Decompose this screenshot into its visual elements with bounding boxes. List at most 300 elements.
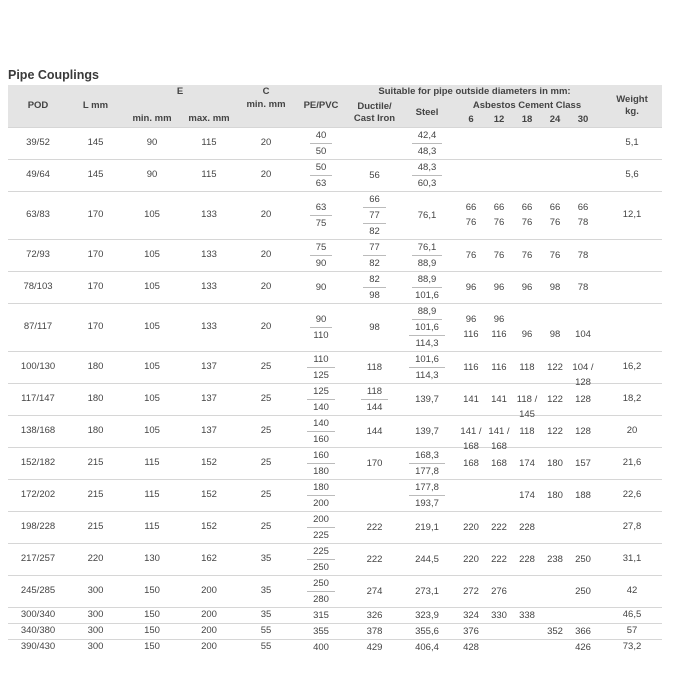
cell-pe-pvc [295, 543, 347, 575]
cell-weight: 46,5 [602, 607, 662, 623]
cell-steel [402, 383, 452, 415]
cell-weight: 20 [602, 415, 662, 447]
cell-e-max: 133 [181, 239, 237, 271]
cell-weight: 73,2 [602, 639, 662, 655]
asbestos-class-value [544, 640, 566, 655]
pe-pvc [295, 448, 347, 479]
cell-c-min: 20 [237, 239, 295, 271]
ductile [347, 552, 402, 567]
cell-asbestos [452, 607, 602, 623]
pe-pvc-value: 63 [310, 200, 333, 216]
cell-pe-pvc [295, 191, 347, 239]
asbestos-class-value: 122 [547, 361, 563, 373]
cell-asbestos [452, 127, 602, 159]
table-row [8, 159, 662, 191]
steel-value: 114,3 [415, 369, 439, 381]
asbestos-class-value [544, 312, 566, 327]
asbestos-class-value: 66 [577, 202, 589, 213]
cell-asbestos [452, 639, 602, 655]
cell-e-max: 133 [181, 191, 237, 239]
pe-pvc [295, 352, 347, 383]
pe-pvc-value: 40 [310, 128, 333, 144]
steel [402, 272, 452, 303]
cell-steel [402, 575, 452, 607]
header-ductile-label: Ductile/ [357, 100, 392, 112]
pe-pvc-value: 50 [315, 145, 327, 157]
cell-e-min: 105 [123, 191, 181, 239]
cell-c-min: 25 [237, 479, 295, 511]
table-row [8, 623, 662, 639]
steel-value: 168,3 [409, 448, 445, 464]
steel [402, 392, 452, 407]
steel-value: 48,3 [412, 160, 443, 176]
cell-weight: 27,8 [602, 511, 662, 543]
ductile [347, 240, 402, 271]
pe-pvc [295, 480, 347, 511]
header-e-max: max. mm [181, 99, 237, 127]
cell-e-min: 90 [123, 159, 181, 191]
cell-length: 170 [68, 191, 123, 239]
cell-steel [402, 303, 452, 351]
pe-pvc-value: 110 [307, 352, 334, 368]
ductile-value: 144 [366, 401, 383, 413]
asbestos-class-value: 78 [577, 249, 589, 261]
header-pe: PE/PVC [295, 85, 347, 127]
asbestos-class-value: 338 [519, 609, 535, 621]
cell-length: 215 [68, 479, 123, 511]
cell-pe-pvc [295, 271, 347, 303]
cell-ductile [347, 447, 402, 479]
cell-e-max: 152 [181, 511, 237, 543]
ductile-value: 98 [369, 289, 380, 301]
pe-pvc [295, 608, 347, 623]
steel-value: 406,4 [415, 641, 439, 653]
cell-steel [402, 623, 452, 639]
cell-pod: 100/130 [8, 351, 68, 383]
asbestos-class-value [572, 608, 594, 623]
cell-steel [402, 511, 452, 543]
table-row [8, 383, 662, 415]
asbestos-class-value: 366 [575, 625, 591, 637]
pe-pvc-value: 400 [313, 641, 329, 653]
cell-weight: 31,1 [602, 543, 662, 575]
steel [402, 584, 452, 599]
cell-pe-pvc [295, 239, 347, 271]
steel [402, 352, 452, 383]
ductile [347, 520, 402, 535]
asbestos-class-value: 76 [521, 217, 533, 228]
cell-e-max: 137 [181, 415, 237, 447]
ductile [347, 584, 402, 599]
cell-c-min: 25 [237, 511, 295, 543]
header-steel: Steel [402, 99, 452, 127]
cell-weight [602, 303, 662, 351]
asbestos-class-value: 228 [519, 553, 535, 565]
cell-ductile [347, 383, 402, 415]
asbestos-class-value: 76 [493, 217, 505, 228]
header-ductile [347, 99, 402, 127]
cell-e-max: 152 [181, 479, 237, 511]
cell-e-min: 105 [123, 383, 181, 415]
pe-pvc-value: 140 [313, 401, 329, 413]
ductile [347, 320, 402, 335]
asbestos-class-value: 118 [519, 425, 535, 437]
table-row [8, 127, 662, 159]
asbestos-class-value: 168 [491, 457, 507, 469]
asbestos-class-value: 66 [549, 202, 561, 213]
steel-value: 177,8 [409, 480, 445, 496]
cell-pe-pvc [295, 383, 347, 415]
cell-weight [602, 271, 662, 303]
steel [402, 608, 452, 623]
steel-value: 219,1 [415, 521, 439, 533]
asbestos-class-value: 98 [549, 329, 561, 340]
pe-pvc [295, 576, 347, 607]
cell-ductile [347, 607, 402, 623]
asbestos-class-value: 174 [519, 489, 535, 501]
pe-pvc [295, 384, 347, 415]
steel-value: 88,9 [412, 304, 443, 320]
asbestos-class-value: 122 [547, 393, 563, 405]
table-row [8, 639, 662, 655]
cell-weight [602, 239, 662, 271]
pe-pvc-value: 225 [313, 529, 329, 541]
asbestos-class-value: 116 [491, 361, 507, 373]
pe-pvc [295, 544, 347, 575]
cell-pe-pvc [295, 511, 347, 543]
asbestos-class-value: 96 [521, 281, 533, 293]
header-cast-iron-label: Cast Iron [353, 112, 396, 124]
cell-steel [402, 447, 452, 479]
asbestos-class-value: 220 [463, 553, 479, 565]
pe-pvc-value: 75 [315, 217, 327, 229]
cell-weight: 42 [602, 575, 662, 607]
ductile-value: 77 [363, 240, 386, 256]
header-weight-label: Weight [616, 93, 648, 105]
cell-e-max: 200 [181, 607, 237, 623]
cell-length: 300 [68, 607, 123, 623]
asbestos-class-value: 168 [463, 457, 479, 469]
table-row [8, 575, 662, 607]
cell-e-min: 150 [123, 639, 181, 655]
table-row [8, 351, 662, 383]
asbestos-class-value: 78 [577, 281, 589, 293]
asbestos-class-value [516, 624, 538, 639]
table-row [8, 303, 662, 351]
cell-pod: 138/168 [8, 415, 68, 447]
cell-c-min: 25 [237, 415, 295, 447]
steel-value: 139,7 [415, 393, 439, 405]
steel-value: 355,6 [415, 625, 439, 637]
cell-weight: 21,6 [602, 447, 662, 479]
cell-e-max: 200 [181, 575, 237, 607]
cell-pod: 49/64 [8, 159, 68, 191]
asbestos-class-value: 76 [549, 249, 561, 261]
asbestos-class-value [516, 640, 538, 655]
steel-value: 88,9 [412, 272, 443, 288]
cell-e-min: 105 [123, 351, 181, 383]
steel [402, 208, 452, 223]
cell-length: 300 [68, 623, 123, 639]
header-classes [452, 113, 602, 127]
steel [402, 624, 452, 639]
asbestos-class-value: 180 [547, 457, 563, 469]
cell-pod: 152/182 [8, 447, 68, 479]
steel [402, 424, 452, 439]
page-title: Pipe Couplings [8, 68, 99, 82]
cell-c-min: 25 [237, 447, 295, 479]
asbestos-class-value: 188 [575, 489, 591, 501]
asbestos-class-value [488, 624, 510, 639]
steel-value: 273,1 [415, 585, 439, 597]
header-class-18: 18 [521, 113, 533, 125]
cell-c-min: 20 [237, 191, 295, 239]
cell-e-max: 133 [181, 303, 237, 351]
steel-value: 101,6 [409, 352, 445, 368]
asbestos-class-value: 128 [575, 425, 591, 437]
pe-pvc-value: 90 [315, 257, 327, 269]
pe-pvc-value: 125 [307, 384, 335, 400]
cell-e-max: 162 [181, 543, 237, 575]
cell-asbestos [452, 159, 602, 191]
steel [402, 304, 452, 351]
cell-steel [402, 543, 452, 575]
steel-value: 101,6 [415, 289, 439, 301]
cell-weight: 5,6 [602, 159, 662, 191]
cell-pod: 340/380 [8, 623, 68, 639]
steel [402, 552, 452, 567]
cell-length: 180 [68, 415, 123, 447]
steel-value: 76,1 [417, 209, 437, 221]
cell-e-max: 137 [181, 351, 237, 383]
ductile [347, 424, 402, 439]
cell-weight: 57 [602, 623, 662, 639]
pe-pvc [295, 312, 347, 343]
steel-value: 60,3 [417, 177, 437, 189]
header-weight-unit: kg. [625, 105, 639, 117]
cell-length: 170 [68, 303, 123, 351]
cell-ductile [347, 479, 402, 511]
header-c-min: min. mm [237, 99, 295, 127]
asbestos-class-value [516, 312, 538, 327]
cell-c-min: 20 [237, 159, 295, 191]
cell-pod: 63/83 [8, 191, 68, 239]
cell-asbestos [452, 623, 602, 639]
ductile-value: 222 [366, 553, 383, 565]
asbestos-class-value: 157 [575, 457, 591, 469]
cell-steel [402, 191, 452, 239]
cell-pe-pvc [295, 351, 347, 383]
cell-length: 300 [68, 639, 123, 655]
steel-value: 244,5 [415, 553, 439, 565]
table-row [8, 447, 662, 479]
cell-length: 170 [68, 239, 123, 271]
steel [402, 448, 452, 479]
cell-asbestos [452, 191, 602, 239]
header-class-30: 30 [577, 113, 589, 125]
asbestos-class-value: 76 [521, 249, 533, 261]
asbestos-class-value: 96 [521, 329, 533, 340]
ductile-value: 82 [363, 272, 386, 288]
asbestos-class-value: 220 [463, 521, 479, 533]
pe-pvc [295, 240, 347, 271]
header-class-12: 12 [493, 113, 505, 125]
pipe-couplings-table [8, 85, 662, 655]
cell-pe-pvc [295, 639, 347, 655]
steel [402, 520, 452, 535]
asbestos-class-value [488, 640, 510, 655]
table-row [8, 607, 662, 623]
asbestos-class-value: 376 [463, 625, 479, 637]
asbestos-class-value: 122 [547, 425, 563, 437]
asbestos-class-value: 96 [465, 281, 477, 293]
asbestos-class-value [516, 584, 538, 599]
cell-e-max: 115 [181, 159, 237, 191]
pe-pvc-value: 355 [313, 625, 329, 637]
ductile [347, 384, 402, 415]
asbestos-class-value [544, 584, 566, 599]
steel-value: 177,8 [415, 465, 439, 477]
cell-ductile [347, 575, 402, 607]
header-weight [602, 85, 662, 127]
pe-pvc-value: 250 [307, 576, 335, 592]
asbestos-class-value: 116 [463, 329, 479, 340]
cell-ductile [347, 271, 402, 303]
cell-e-max: 200 [181, 639, 237, 655]
cell-pe-pvc [295, 575, 347, 607]
steel [402, 128, 452, 159]
steel [402, 240, 452, 271]
asbestos-class-value: 180 [547, 489, 563, 501]
ductile-value: 82 [369, 225, 380, 237]
asbestos-class-value: 272 [463, 585, 479, 597]
cell-pod: 72/93 [8, 239, 68, 271]
cell-weight: 22,6 [602, 479, 662, 511]
table-row [8, 543, 662, 575]
asbestos-class-value: 76 [493, 249, 505, 261]
cell-pe-pvc [295, 447, 347, 479]
cell-ductile [347, 239, 402, 271]
cell-e-min: 90 [123, 127, 181, 159]
cell-steel [402, 159, 452, 191]
cell-ductile [347, 351, 402, 383]
cell-pod: 198/228 [8, 511, 68, 543]
ductile-value: 66 [363, 192, 386, 208]
cell-ductile [347, 127, 402, 159]
cell-length: 215 [68, 511, 123, 543]
cell-e-min: 105 [123, 303, 181, 351]
asbestos-class-value [572, 312, 594, 327]
cell-pod: 245/285 [8, 575, 68, 607]
cell-length: 300 [68, 575, 123, 607]
asbestos-class-value: 96 [493, 281, 505, 293]
ductile-value: 144 [366, 425, 383, 437]
cell-e-min: 150 [123, 575, 181, 607]
asbestos-class-value: 76 [465, 217, 477, 228]
asbestos-class-value: 66 [493, 202, 505, 213]
ductile-value: 98 [369, 321, 380, 333]
cell-length: 220 [68, 543, 123, 575]
asbestos-class-value: 276 [491, 585, 507, 597]
steel [402, 640, 452, 655]
cell-c-min: 20 [237, 271, 295, 303]
asbestos-class-value: 428 [463, 641, 479, 653]
pe-pvc [295, 160, 347, 191]
cell-pod: 117/147 [8, 383, 68, 415]
pe-pvc [295, 624, 347, 639]
cell-c-min: 55 [237, 639, 295, 655]
ductile-value: 77 [363, 208, 386, 224]
asbestos-class-value: 426 [575, 641, 591, 653]
cell-weight: 16,2 [602, 351, 662, 383]
asbestos-class-value: 222 [491, 521, 507, 533]
pe-pvc [295, 416, 347, 447]
ductile [347, 640, 402, 655]
pe-pvc-value: 140 [307, 416, 335, 432]
asbestos-class-value [460, 488, 482, 503]
table-row [8, 191, 662, 239]
ductile-value: 274 [366, 585, 383, 597]
pe-pvc [295, 280, 347, 295]
cell-weight: 18,2 [602, 383, 662, 415]
pe-pvc-value: 90 [315, 281, 327, 293]
cell-length: 145 [68, 159, 123, 191]
steel-value: 323,9 [415, 609, 439, 621]
cell-pod: 87/117 [8, 303, 68, 351]
pe-pvc [295, 512, 347, 543]
cell-pod: 217/257 [8, 543, 68, 575]
pe-pvc-value: 75 [310, 240, 333, 256]
asbestos-class-value: 76 [465, 249, 477, 261]
asbestos-class-value: 222 [491, 553, 507, 565]
header-pod: POD [8, 85, 68, 127]
asbestos-class-value [544, 608, 566, 623]
asbestos-class-value: 141 [463, 393, 479, 405]
table-row [8, 239, 662, 271]
cell-weight: 5,1 [602, 127, 662, 159]
asbestos-class-value: 174 [519, 457, 535, 469]
steel-value: 101,6 [409, 320, 445, 336]
cell-e-max: 152 [181, 447, 237, 479]
cell-asbestos [452, 351, 602, 388]
pe-pvc-value: 110 [313, 329, 329, 341]
ductile-value: 222 [366, 521, 383, 533]
header-l: L mm [68, 85, 123, 127]
cell-pe-pvc [295, 415, 347, 447]
cell-ductile [347, 415, 402, 447]
asbestos-class-value: 352 [547, 625, 563, 637]
asbestos-class-value: 118 [519, 361, 535, 373]
cell-steel [402, 639, 452, 655]
steel-value: 193,7 [415, 497, 439, 509]
cell-asbestos [452, 479, 602, 511]
cell-pe-pvc [295, 479, 347, 511]
cell-ductile [347, 303, 402, 351]
cell-e-min: 150 [123, 607, 181, 623]
ductile-value: 378 [366, 625, 383, 637]
ductile-value: 82 [369, 257, 380, 269]
cell-steel [402, 607, 452, 623]
pe-pvc-value: 280 [313, 593, 329, 605]
pe-pvc-value: 315 [313, 609, 329, 621]
cell-e-min: 105 [123, 271, 181, 303]
asbestos-class-value [572, 520, 594, 535]
pe-pvc [295, 200, 347, 231]
cell-steel [402, 415, 452, 447]
header-class-24: 24 [549, 113, 561, 125]
header-c: C [237, 85, 295, 99]
cell-c-min: 20 [237, 303, 295, 351]
